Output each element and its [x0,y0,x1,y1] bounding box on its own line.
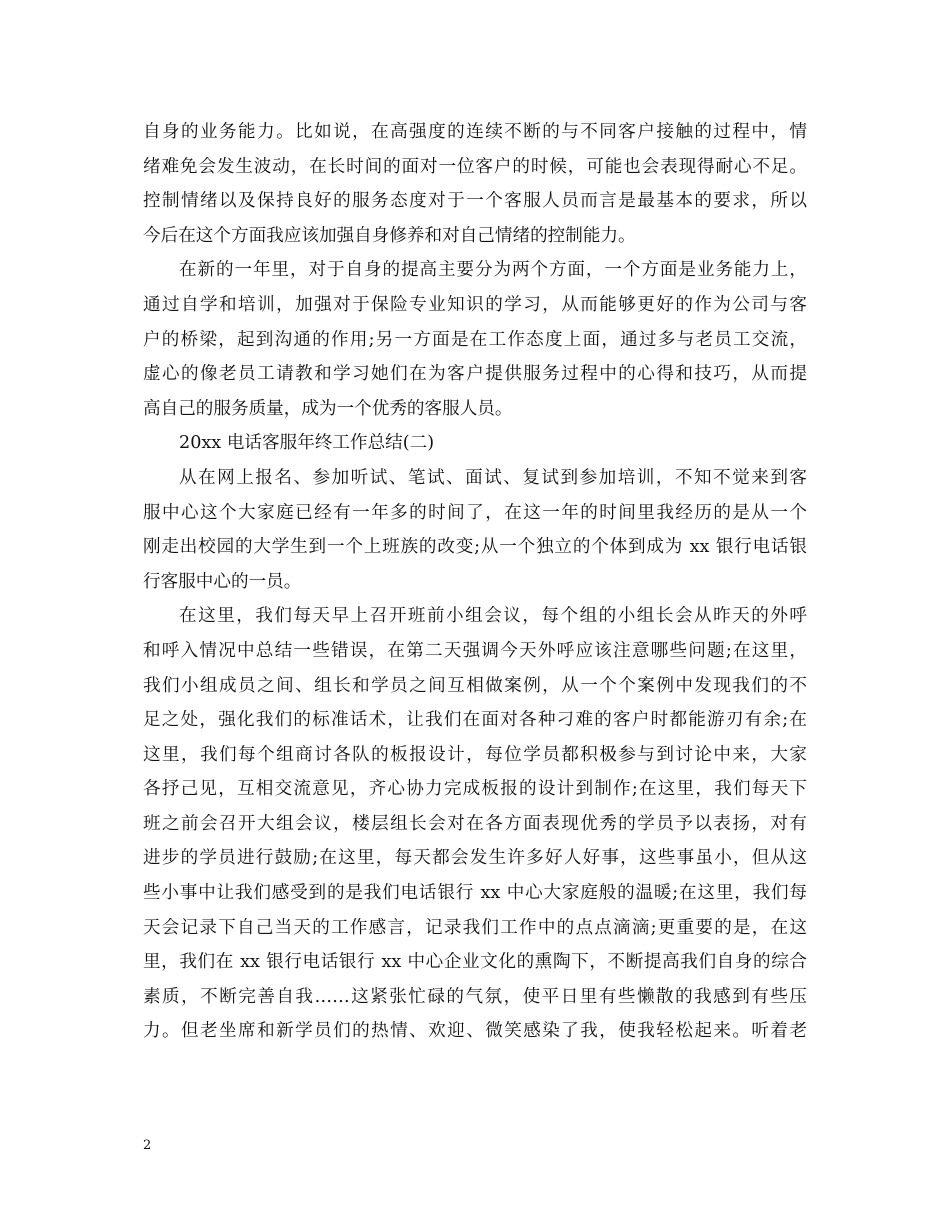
text-line: 素质，不断完善自我……这紧张忙碌的气氛，使平日里有些懒散的我感到有些压 [143,986,807,1007]
text-line: 户的桥梁，起到沟通的作用;另一方面是在工作态度上面，通过多与老员工交流， [143,329,807,350]
text-line: 自身的业务能力。比如说，在高强度的连续不断的与不同客户接触的过程中，情 [143,122,807,142]
text-line: 虚心的像老员工请教和学习她们在为客户提供服务过程中的心得和技巧，从而提 [143,364,807,385]
section-title: 20xx 电话客服年终工作总结(二) [179,433,435,454]
text-line: 在新的一年里，对于自身的提高主要分为两个方面，一个方面是业务能力上， [179,260,807,281]
paragraph-1 [143,115,807,253]
text-line: 绪难免会发生波动，在长时间的面对一位客户的时候，可能也会表现得耐心不足。 [143,156,807,177]
text-line: 天会记录下自己当天的工作感言，记录我们工作中的点点滴滴;更重要的是，在这 [143,917,807,938]
text-line: 刚走出校园的大学生到一个上班族的改变;从一个独立的个体到成为 xx 银行电话银 [143,537,807,558]
text-line: 通过自学和培训，加强对于保险专业知识的学习，从而能够更好的作为公司与客 [143,294,807,315]
text-line: 今后在这个方面我应该加强自身修养和对自己情绪的控制能力。 [143,225,636,246]
text-line: 控制情绪以及保持良好的服务态度对于一个客服人员而言是最基本的要求，所以 [143,191,807,212]
paragraph-4 [143,599,807,1049]
text-line: 足之处，强化我们的标准话术，让我们在面对各种刁难的客户时都能游刃有余;在 [143,710,807,731]
text-line: 高自己的服务质量，成为一个优秀的客服人员。 [143,398,513,419]
text-line: 服中心这个大家庭已经有一年多的时间了，在这一年的时间里我经历的是从一个 [143,502,807,523]
text-line: 从在网上报名、参加听试、笔试、面试、复试到参加培训，不知不觉来到客 [179,467,807,488]
text-line: 班之前会召开大组会议，楼层组长会对在各方面表现优秀的学员予以表扬，对有 [143,813,807,834]
paragraph-2 [143,253,807,426]
text-line: 行客服中心的一员。 [143,571,302,592]
text-line: 各抒己见，互相交流意见，齐心协力完成板报的设计到制作;在这里，我们每天下 [143,779,807,800]
text-line: 里，我们在 xx 银行电话银行 xx 中心企业文化的熏陶下，不断提高我们自身的综合 [143,952,807,973]
text-line: 些小事中让我们感受到的是我们电话银行 xx 中心大家庭般的温暖;在这里，我们每 [143,883,807,904]
text-line: 在这里，我们每天早上召开班前小组会议，每个组的小组长会从昨天的外呼 [179,606,807,627]
text-line: 我们小组成员之间、组长和学员之间互相做案例，从一个个案例中发现我们的不 [143,675,807,696]
text-line: 力。但老坐席和新学员们的热情、欢迎、微笑感染了我，使我轻松起来。听着老 [143,1021,807,1042]
text-line: 和呼入情况中总结一些错误，在第二天强调今天外呼应该注意哪些问题;在这里， [143,640,807,661]
document-body [143,115,807,1049]
text-line: 这里，我们每个组商讨各队的板报设计，每位学员都积极参与到讨论中来，大家 [143,744,807,765]
page-number: 2 [143,1138,152,1153]
text-line: 进步的学员进行鼓励;在这里，每天都会发生许多好人好事，这些事虽小，但从这 [143,848,807,869]
paragraph-3 [143,461,807,599]
section-heading [143,426,807,461]
